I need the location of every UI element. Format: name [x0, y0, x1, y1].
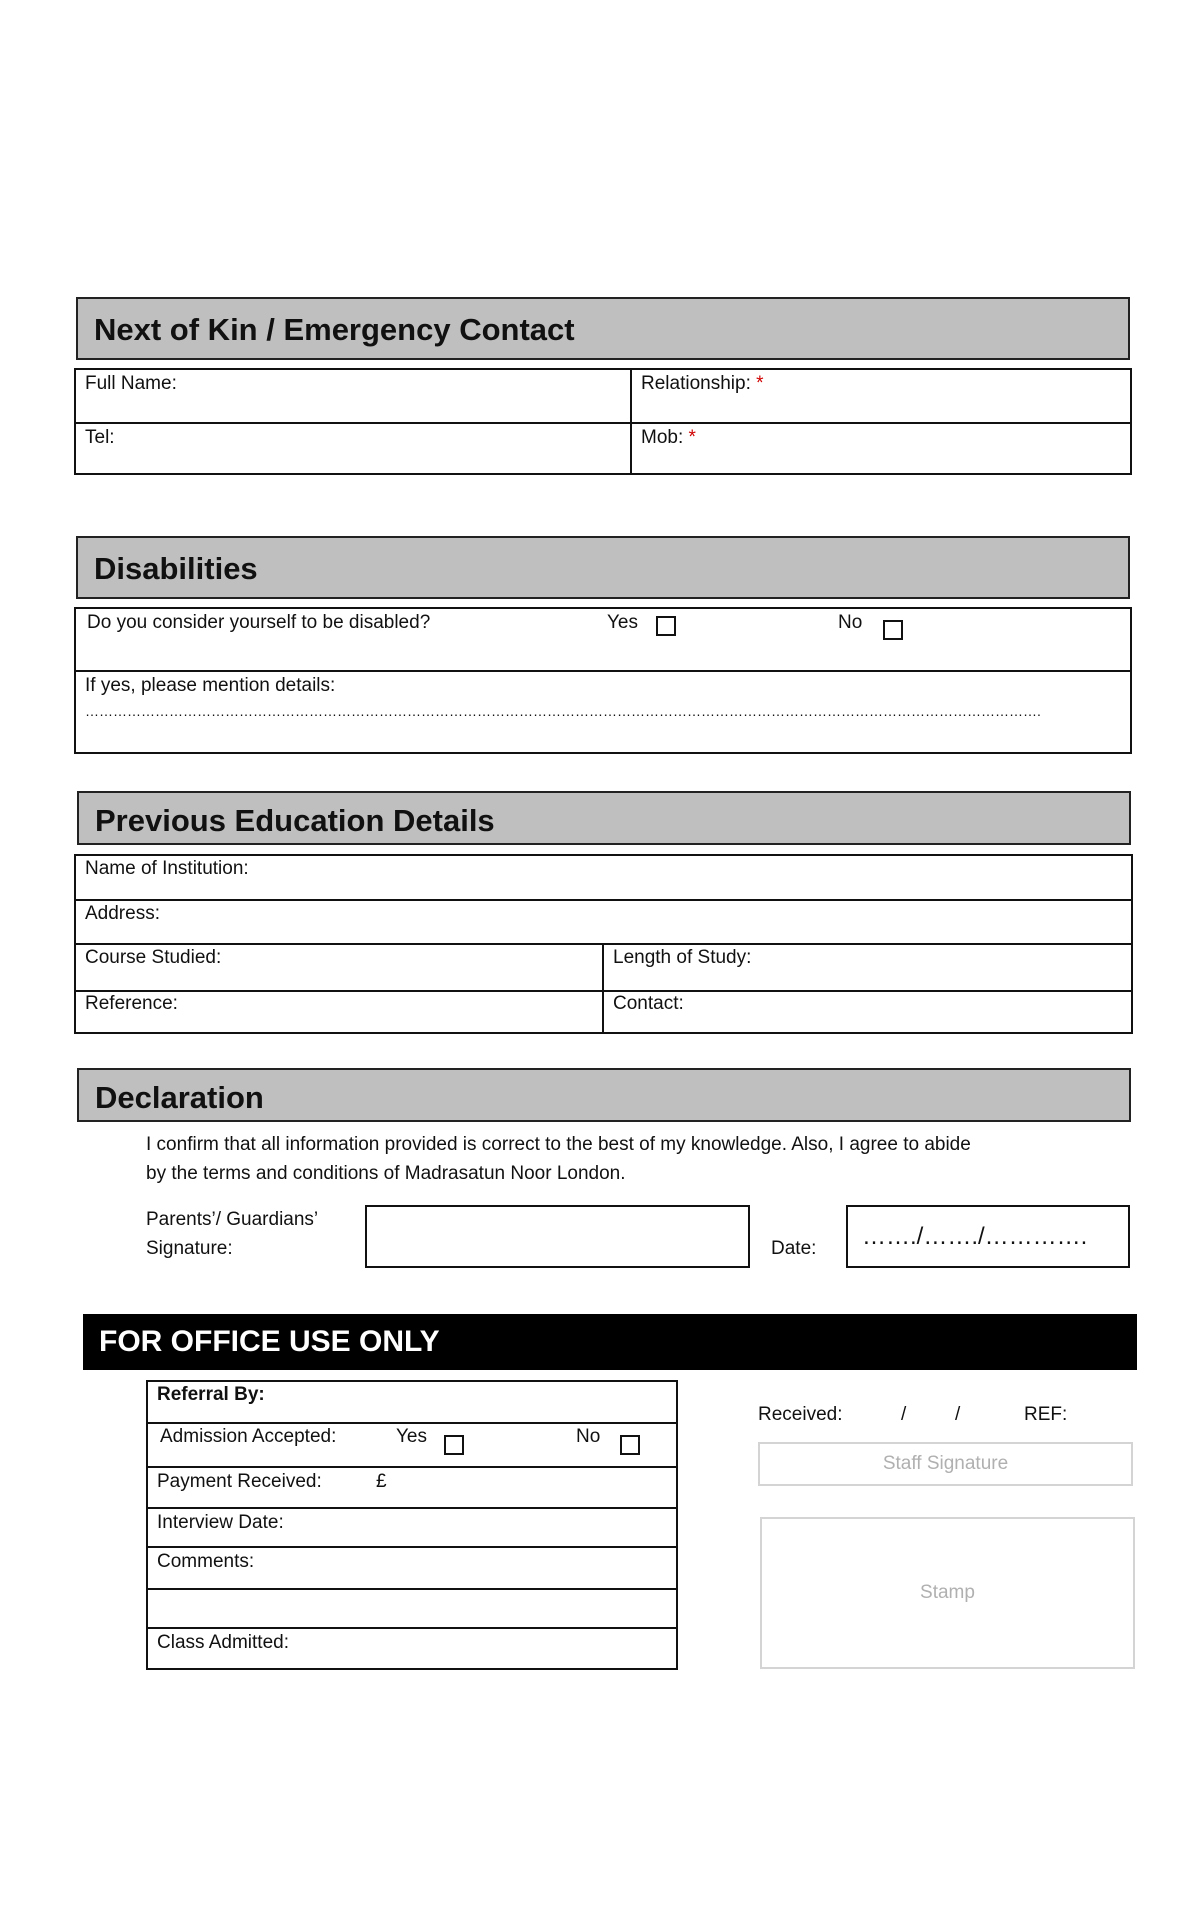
- signature-label-line1: Parents’/ Guardians’: [146, 1209, 319, 1230]
- received-slash-1: /: [901, 1404, 907, 1425]
- signature-label-line2: Signature:: [146, 1238, 233, 1259]
- education-title: Previous Education Details: [95, 803, 495, 838]
- admission-yes-label: Yes: [396, 1426, 427, 1447]
- disabled-question: Do you consider yourself to be disabled?: [87, 612, 431, 633]
- divider: [630, 368, 632, 475]
- institution-label: Name of Institution:: [85, 858, 249, 879]
- next-of-kin-header: [76, 297, 1130, 360]
- divider: [146, 1422, 678, 1424]
- required-marker: *: [756, 373, 764, 394]
- declaration-text-line1: I confirm that all information provided is correct to the best of my knowledge. Also, I agree to abide: [146, 1134, 971, 1155]
- divider: [602, 943, 604, 1034]
- relationship-field[interactable]: [641, 373, 1126, 419]
- divider: [146, 1466, 678, 1468]
- admission-no-checkbox[interactable]: [620, 1435, 640, 1455]
- divider: [146, 1627, 678, 1629]
- interview-date-label: Interview Date:: [157, 1512, 284, 1533]
- education-header: [77, 791, 1131, 845]
- admission-label: Admission Accepted:: [160, 1426, 337, 1447]
- address-label: Address:: [85, 903, 160, 924]
- course-studied-field[interactable]: [85, 947, 595, 987]
- disability-details-label: If yes, please mention details:: [85, 675, 336, 696]
- declaration-title: Declaration: [95, 1080, 264, 1115]
- currency-symbol: £: [376, 1471, 387, 1492]
- payment-label: Payment Received:: [157, 1471, 322, 1492]
- date-placeholder: ……./……./………….: [862, 1223, 1088, 1250]
- disabled-no-label: No: [838, 612, 863, 633]
- divider: [74, 899, 1133, 901]
- date-label: Date:: [771, 1238, 817, 1259]
- full-name-label: Full Name:: [85, 373, 177, 394]
- length-of-study-field[interactable]: [613, 947, 1125, 987]
- guardian-signature-box[interactable]: [365, 1205, 750, 1268]
- ref-label: REF:: [1024, 1404, 1068, 1425]
- disabilities-title: Disabilities: [94, 551, 258, 586]
- divider: [74, 422, 1132, 424]
- comments-label: Comments:: [157, 1551, 255, 1572]
- divider: [146, 1546, 678, 1548]
- required-marker: *: [688, 427, 696, 448]
- length-of-study-label: Length of Study:: [613, 947, 752, 968]
- received-slash-2: /: [955, 1404, 961, 1425]
- received-label: Received:: [758, 1404, 843, 1425]
- class-admitted-label: Class Admitted:: [157, 1632, 289, 1653]
- reference-label: Reference:: [85, 993, 178, 1014]
- reference-field[interactable]: [85, 993, 595, 1031]
- tel-label: Tel:: [85, 427, 115, 448]
- mob-label: Mob:: [641, 427, 684, 448]
- date-field[interactable]: [846, 1205, 1130, 1268]
- mob-field[interactable]: [641, 427, 1126, 471]
- divider: [146, 1507, 678, 1509]
- disabled-yes-checkbox[interactable]: [656, 616, 676, 636]
- stamp-box: [760, 1517, 1135, 1669]
- stamp-label: Stamp: [920, 1582, 975, 1603]
- contact-label: Contact:: [613, 993, 684, 1014]
- comments-field[interactable]: [148, 1590, 676, 1626]
- disability-details-input[interactable]: …………………………………………………………………………………………………………………………………………………………………………………….: [85, 703, 1041, 719]
- referral-label: Referral By:: [157, 1384, 265, 1405]
- declaration-text-line2: by the terms and conditions of Madrasatun Noor London.: [146, 1163, 626, 1184]
- course-studied-label: Course Studied:: [85, 947, 222, 968]
- staff-signature-box[interactable]: [758, 1442, 1133, 1486]
- tel-field[interactable]: [85, 427, 625, 471]
- contact-field[interactable]: [613, 993, 1125, 1031]
- office-use-title: FOR OFFICE USE ONLY: [99, 1325, 440, 1358]
- next-of-kin-title: Next of Kin / Emergency Contact: [94, 312, 575, 347]
- staff-signature-label: Staff Signature: [882, 1453, 1009, 1474]
- admission-no-label: No: [576, 1426, 601, 1447]
- relationship-label: Relationship:: [641, 373, 751, 394]
- disabilities-header: [76, 536, 1130, 599]
- divider: [74, 670, 1132, 672]
- institution-field[interactable]: [85, 858, 1125, 896]
- full-name-field[interactable]: [85, 373, 625, 419]
- address-field[interactable]: [85, 903, 1125, 939]
- admission-yes-checkbox[interactable]: [444, 1435, 464, 1455]
- disabled-no-checkbox[interactable]: [883, 620, 903, 640]
- office-use-header: [83, 1314, 1137, 1370]
- declaration-header: [77, 1068, 1131, 1122]
- disabled-yes-label: Yes: [607, 612, 638, 633]
